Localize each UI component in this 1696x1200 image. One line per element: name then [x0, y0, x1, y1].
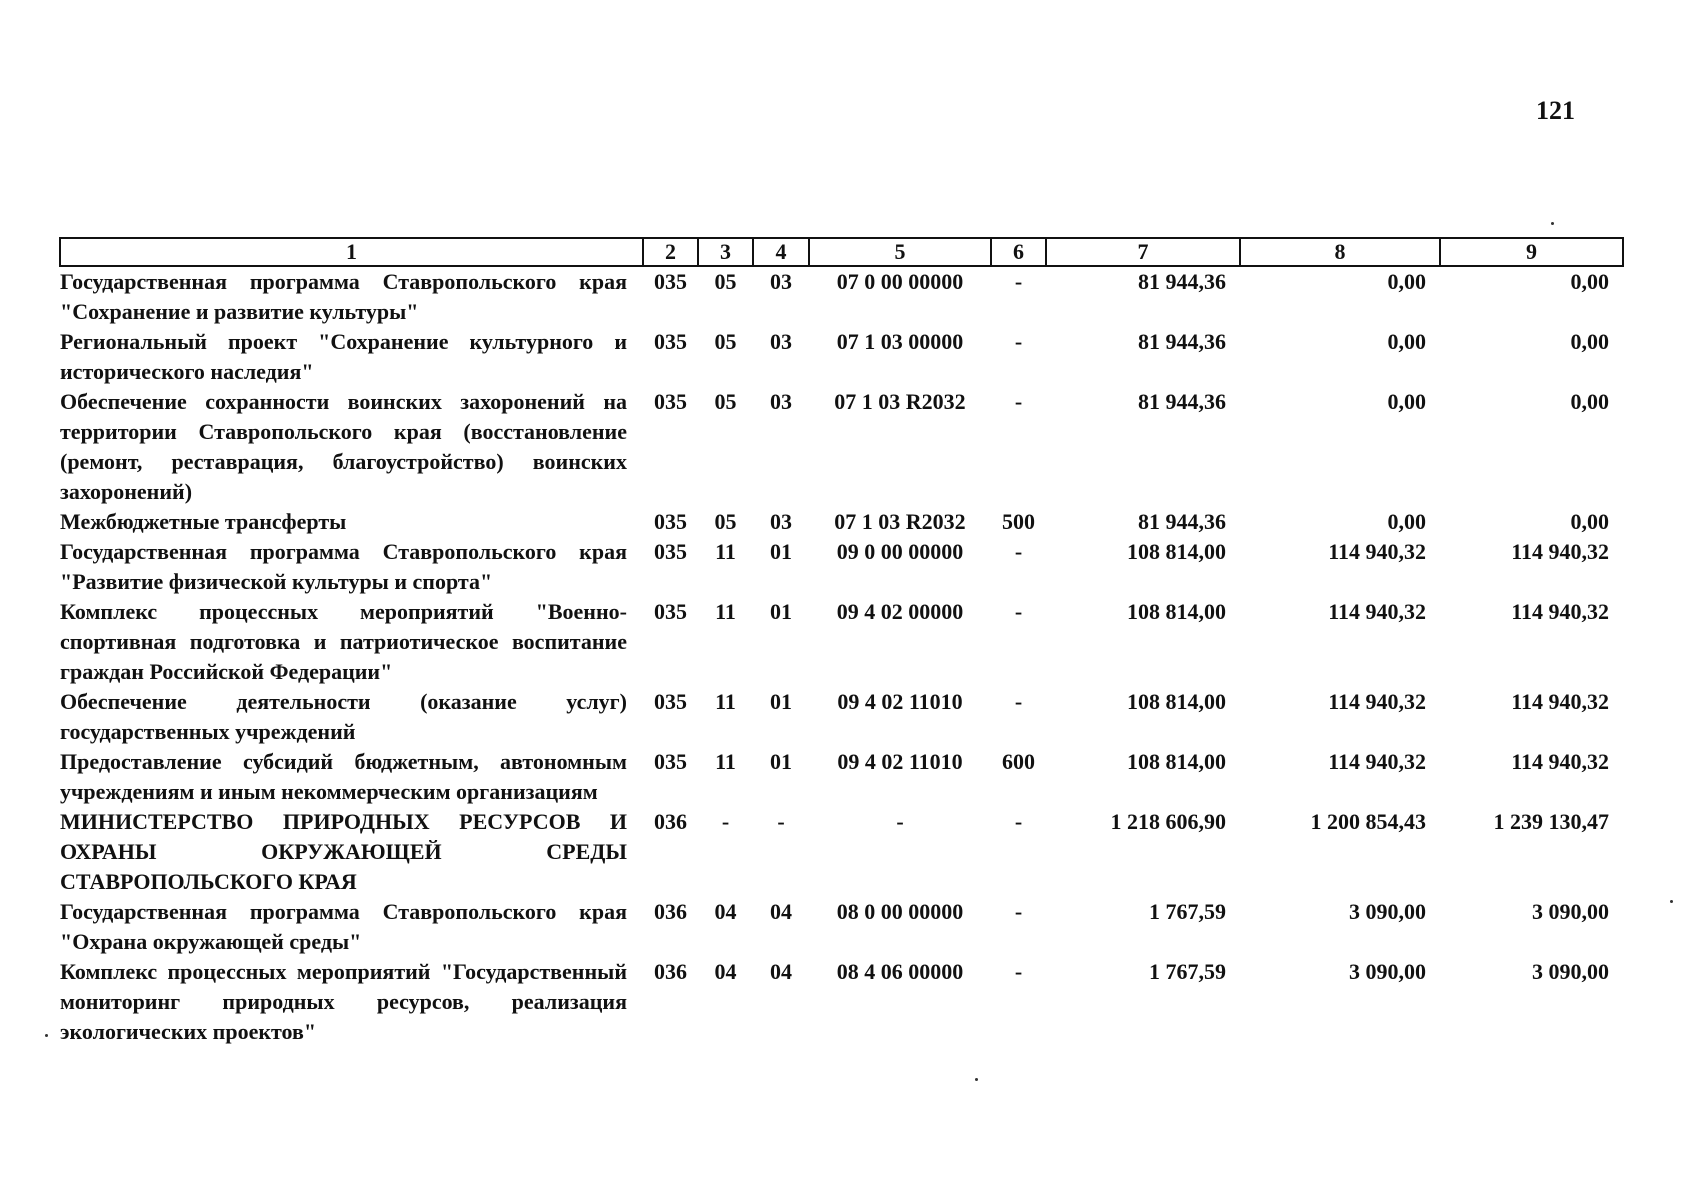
row-name-cell: Комплекс процессных мероприятий "Военно-спортивная подготовка и патриотическое воспитание граждан Российской Федерации" — [60, 599, 627, 684]
row-col2-cell: 036 — [654, 959, 687, 984]
row-col7-cell: 1 767,59 — [1149, 899, 1226, 924]
row-col7-cell: 1 767,59 — [1149, 959, 1226, 984]
row-col5-cell: 09 4 02 11010 — [837, 749, 963, 774]
table-row — [60, 747, 1623, 807]
scan-speck — [45, 1034, 48, 1037]
row-col8-cell: 114 940,32 — [1328, 749, 1426, 774]
row-col8-cell: 3 090,00 — [1349, 899, 1426, 924]
row-col2-cell: 035 — [654, 509, 687, 534]
row-col3-cell: 11 — [715, 749, 736, 774]
table-row — [60, 507, 1623, 537]
row-col4-cell: 03 — [770, 389, 792, 414]
row-col3-cell: 05 — [714, 389, 737, 414]
row-col2-cell: 035 — [654, 329, 687, 354]
row-col4-cell: 04 — [770, 959, 792, 984]
budget-table — [59, 237, 1624, 1047]
row-col4-cell: 03 — [770, 269, 792, 294]
row-col8-cell: 0,00 — [1387, 269, 1426, 294]
row-col3-cell: 05 — [714, 329, 737, 354]
column-header: 9 — [1440, 238, 1623, 266]
scan-speck — [1551, 222, 1554, 225]
row-col4-cell: 03 — [770, 509, 792, 534]
row-col5-cell: 09 0 00 00000 — [836, 539, 964, 564]
row-col8-cell: 0,00 — [1387, 509, 1426, 534]
row-name-cell: Государственная программа Ставропольского края "Сохранение и развитие культуры" — [60, 269, 627, 324]
row-col4-cell: 01 — [770, 599, 792, 624]
row-col6-cell: - — [1014, 899, 1023, 924]
row-col9-cell: 0,00 — [1570, 389, 1609, 414]
row-col3-cell: 11 — [715, 599, 736, 624]
scan-speck — [1670, 900, 1673, 903]
row-col8-cell: 1 200 854,43 — [1310, 809, 1426, 834]
row-col5-cell: 08 4 06 00000 — [836, 959, 964, 984]
row-col2-cell: 035 — [654, 689, 687, 714]
row-col3-cell: 05 — [714, 269, 737, 294]
row-col5-cell: 07 1 03 R2032 — [834, 389, 966, 414]
column-header: 5 — [809, 238, 991, 266]
row-col4-cell: 03 — [770, 329, 792, 354]
row-col2-cell: 035 — [654, 269, 687, 294]
column-header: 6 — [991, 238, 1046, 266]
row-col5-cell: - — [896, 809, 904, 834]
row-col6-cell: - — [1014, 389, 1023, 414]
row-col8-cell: 0,00 — [1387, 389, 1426, 414]
row-col5-cell: 09 4 02 11010 — [837, 689, 963, 714]
row-col6-cell: - — [1014, 809, 1023, 834]
column-header: 8 — [1240, 238, 1440, 266]
row-col5-cell: 07 0 00 00000 — [836, 269, 964, 294]
row-col4-cell: 01 — [770, 749, 792, 774]
column-header: 3 — [698, 238, 753, 266]
row-name-cell: Государственная программа Ставропольского края "Охрана окружающей среды" — [60, 899, 627, 954]
page-number: 121 — [1536, 96, 1575, 125]
row-col6-cell: - — [1014, 689, 1023, 714]
row-col3-cell: 11 — [715, 689, 736, 714]
row-name-cell: Предоставление субсидий бюджетным, автономным учреждениям и иным некоммерческим организациям — [60, 749, 627, 804]
column-header: 4 — [753, 238, 809, 266]
row-col6-cell: 500 — [1002, 509, 1035, 534]
row-col6-cell: - — [1014, 599, 1023, 624]
table-row — [60, 687, 1623, 747]
row-col7-cell: 81 944,36 — [1138, 389, 1226, 414]
table-row — [60, 597, 1623, 687]
row-col2-cell: 035 — [654, 599, 687, 624]
row-col2-cell: 035 — [654, 749, 687, 774]
row-col8-cell: 114 940,32 — [1328, 539, 1426, 564]
row-col7-cell: 108 814,00 — [1127, 689, 1226, 714]
row-name-cell: МИНИСТЕРСТВО ПРИРОДНЫХ РЕСУРСОВ И ОХРАНЫ ОКРУЖАЮЩЕЙ СРЕДЫ СТАВРОПОЛЬСКОГО КРАЯ — [60, 809, 627, 894]
row-col8-cell: 3 090,00 — [1349, 959, 1426, 984]
scan-speck — [975, 1078, 978, 1081]
row-col9-cell: 114 940,32 — [1511, 599, 1609, 624]
row-col6-cell: - — [1014, 269, 1023, 294]
row-name-cell: Межбюджетные трансферты — [60, 509, 347, 534]
row-name-cell: Государственная программа Ставропольского края "Развитие физической культуры и спорта" — [60, 539, 627, 594]
row-col2-cell: 036 — [654, 809, 687, 834]
column-header: 7 — [1046, 238, 1240, 266]
row-col5-cell: 07 1 03 R2032 — [834, 509, 966, 534]
row-col6-cell: 600 — [1002, 749, 1035, 774]
row-col4-cell: - — [777, 809, 785, 834]
row-col9-cell: 0,00 — [1570, 509, 1609, 534]
row-col7-cell: 81 944,36 — [1138, 269, 1226, 294]
row-col6-cell: - — [1014, 539, 1023, 564]
row-col3-cell: 04 — [714, 899, 737, 924]
row-col8-cell: 0,00 — [1387, 329, 1426, 354]
row-col4-cell: 01 — [770, 539, 792, 564]
row-col7-cell: 108 814,00 — [1127, 749, 1226, 774]
row-col6-cell: - — [1014, 329, 1023, 354]
column-header: 1 — [60, 238, 643, 266]
column-header: 2 — [643, 238, 698, 266]
row-col5-cell: 07 1 03 00000 — [836, 329, 964, 354]
table-row — [60, 537, 1623, 597]
row-col8-cell: 114 940,32 — [1328, 689, 1426, 714]
row-col9-cell: 1 239 130,47 — [1493, 809, 1609, 834]
row-col3-cell: - — [721, 809, 730, 834]
row-col3-cell: 04 — [714, 959, 737, 984]
row-col7-cell: 81 944,36 — [1138, 329, 1226, 354]
table-row — [60, 897, 1623, 957]
row-col2-cell: 036 — [654, 899, 687, 924]
row-col9-cell: 0,00 — [1570, 329, 1609, 354]
row-col2-cell: 035 — [654, 389, 687, 414]
table-row — [60, 387, 1623, 507]
row-col7-cell: 108 814,00 — [1127, 539, 1226, 564]
table-row — [60, 266, 1623, 327]
row-col2-cell: 035 — [654, 539, 687, 564]
table-row — [60, 327, 1623, 387]
row-name-cell: Региональный проект "Сохранение культурного и исторического наследия" — [60, 329, 627, 384]
row-col9-cell: 0,00 — [1570, 269, 1609, 294]
row-col6-cell: - — [1014, 959, 1023, 984]
row-col7-cell: 1 218 606,90 — [1110, 809, 1226, 834]
row-col9-cell: 114 940,32 — [1511, 539, 1609, 564]
row-col7-cell: 108 814,00 — [1127, 599, 1226, 624]
row-name-cell: Обеспечение деятельности (оказание услуг) государственных учреждений — [60, 689, 627, 744]
row-col3-cell: 05 — [714, 509, 737, 534]
row-col9-cell: 3 090,00 — [1532, 899, 1609, 924]
row-col4-cell: 04 — [770, 899, 792, 924]
row-col9-cell: 114 940,32 — [1511, 749, 1609, 774]
row-col8-cell: 114 940,32 — [1328, 599, 1426, 624]
row-col9-cell: 114 940,32 — [1511, 689, 1609, 714]
row-col5-cell: 09 4 02 00000 — [836, 599, 964, 624]
row-name-cell: Комплекс процессных мероприятий "Государственный мониторинг природных ресурсов, реализация экологических проектов" — [60, 959, 627, 1044]
row-col7-cell: 81 944,36 — [1138, 509, 1226, 534]
table-row — [60, 807, 1623, 897]
row-col9-cell: 3 090,00 — [1532, 959, 1609, 984]
row-col3-cell: 11 — [715, 539, 736, 564]
table-body — [60, 266, 1623, 1047]
row-name-cell: Обеспечение сохранности воинских захоронений на территории Ставропольского края (восстановление (ремонт, реставрация, благоустройство) воинских захоронений) — [60, 389, 627, 504]
table-header-row — [60, 238, 1623, 266]
table-row — [60, 957, 1623, 1047]
row-col4-cell: 01 — [770, 689, 792, 714]
row-col5-cell: 08 0 00 00000 — [836, 899, 964, 924]
